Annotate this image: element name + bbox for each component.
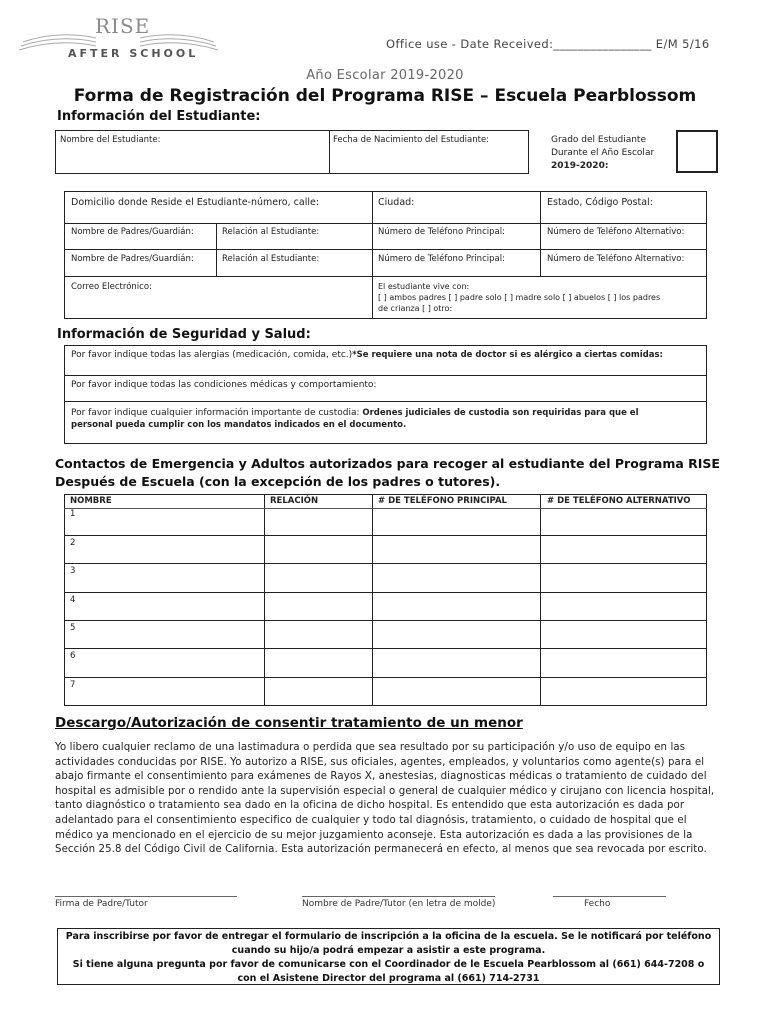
signature-line[interactable] xyxy=(55,896,237,897)
email-field[interactable]: Correo Electrónico: xyxy=(71,282,152,292)
footer-note: Para inscribirse por favor de entregar el formulario de inscripción a la oficina de la escuela. Se le notificará por teléfono cuando su hijo/a podrá empezar a asistir a este programa. Si tiene alguna pregunta por favor de comunicarse con el Coordinador de le Escuela Pearblossom al (661) 644-7208 o con el Asistene Director del programa al (661) 714-2731 xyxy=(57,928,720,985)
date-line[interactable] xyxy=(553,896,666,897)
release-heading: Descargo/Autorización de consentir tratamiento de un menor xyxy=(55,715,523,731)
student-dob-field[interactable]: Fecha de Nacimiento del Estudiante: xyxy=(333,135,490,145)
print-name-label: Nombre de Padre/Tutor (en letra de molde) xyxy=(302,899,496,909)
table-row[interactable]: 5 xyxy=(70,623,76,633)
lives-with-field[interactable]: El estudiante vive con: [ ] ambos padres [ ] padre solo [ ] madre solo [ ] abuelos [ ] los padres de crianza [ ] otro: xyxy=(378,282,661,313)
emergency-heading: Contactos de Emergencia y Adultos autorizados para recoger al estudiante del Programa RISE Después de Escuela (con la excepción de los padres o tutores). xyxy=(55,456,720,489)
table-row[interactable]: 2 xyxy=(70,538,76,548)
emergency-table xyxy=(64,494,707,706)
table-row[interactable]: 4 xyxy=(70,595,76,605)
col-alt-phone-header: # DE TELÉFONO ALTERNATIVO xyxy=(547,496,691,506)
allergies-field[interactable]: Por favor indique todas las alergias (medicación, comida, etc.)*Se requiere una nota de doctor si es alérgico a ciertas comidas: xyxy=(71,350,663,360)
custody-field[interactable]: Por favor indique cualquier información importante de custodia: Ordenes judiciales de custodia son requiridas para que el personal pueda cumplir con los mandatos indicados en el documento. xyxy=(71,408,639,430)
parent2-name-field[interactable]: Nombre de Padres/Guardián: xyxy=(71,254,194,264)
logo-subtitle: AFTER SCHOOL xyxy=(68,47,199,60)
student-info-heading: Información del Estudiante: xyxy=(57,109,261,124)
office-use-line: Office use - Date Received:________________ E/M 5/16 xyxy=(386,37,710,51)
col-relation-header: RELACIÓN xyxy=(270,496,319,506)
print-name-line[interactable] xyxy=(302,896,495,897)
safety-heading: Información de Seguridad y Salud: xyxy=(57,327,311,342)
parent1-alt-phone-field[interactable]: Número de Teléfono Alternativo: xyxy=(547,227,685,237)
col-name-header: NOMBRE xyxy=(70,496,112,506)
medical-conditions-field[interactable]: Por favor indique todas las condiciones médicas y comportamiento: xyxy=(71,380,377,390)
table-row[interactable]: 3 xyxy=(70,566,76,576)
signature-label: Firma de Padre/Tutor xyxy=(55,899,148,909)
table-row[interactable]: 1 xyxy=(70,509,76,519)
page-title: Forma de Registración del Programa RISE – Escuela Pearblossom xyxy=(73,86,697,106)
state-zip-field[interactable]: Estado, Código Postal: xyxy=(547,197,653,208)
parent1-name-field[interactable]: Nombre de Padres/Guardián: xyxy=(71,227,194,237)
release-text: Yo libero cualquier reclamo de una lastimadura o perdida que sea resultado por su participación y/o uso de equipo en las actividades conducidas por RISE. Yo autorizo a RISE, sus oficiales, agentes, empleados, y voluntarios como agente(s) para el abajo firmante el consentimiento para exámenes de Rayos X, anestesias, diagnosticas médicas o tratamiento de cuidado del hospital es admisible por o rendido ante la supervisión especial o general de cualquier médico y cirujano con licencia hospital, tanto diagnóstico o tratamiento sea dado en la oficina de dicho hospital. Es entendido que esta autorización es dada por adelantado para el consentimiento especifico de cualquier y todo tal diagnósis, tratamiento, o cuidado de hospital que el médico ya mencionado en el ejercicio de su mejor juzgamiento aconseje. Esta autorización es dada a las provisiones de la Sección 25.8 del Código Civil de California. Esta autorización permanecerá en efecto, al menos que sea revocada por escrito. xyxy=(55,742,715,856)
parent2-phone-field[interactable]: Número de Teléfono Principal: xyxy=(378,254,505,264)
table-row[interactable]: 7 xyxy=(70,680,76,690)
col-phone-header: # DE TELÉFONO PRINCIPAL xyxy=(378,496,507,506)
parent1-relation-field[interactable]: Relación al Estudiante: xyxy=(222,227,320,237)
city-field[interactable]: Ciudad: xyxy=(378,197,415,208)
date-label: Fecho xyxy=(584,899,611,909)
address-field[interactable]: Domicilio donde Reside el Estudiante-número, calle: xyxy=(71,197,320,208)
table-row[interactable]: 6 xyxy=(70,651,76,661)
logo-wordmark: RISE xyxy=(95,14,151,38)
student-name-field[interactable]: Nombre del Estudiante: xyxy=(60,135,161,145)
school-year: Año Escolar 2019-2020 xyxy=(306,68,464,83)
parent2-relation-field[interactable]: Relación al Estudiante: xyxy=(222,254,320,264)
student-grade-box[interactable] xyxy=(676,130,718,173)
parent2-alt-phone-field[interactable]: Número de Teléfono Alternativo: xyxy=(547,254,685,264)
student-grade-label: Grado del Estudiante Durante el Año Escolar 2019-2020: xyxy=(551,135,655,171)
parent1-phone-field[interactable]: Número de Teléfono Principal: xyxy=(378,227,505,237)
